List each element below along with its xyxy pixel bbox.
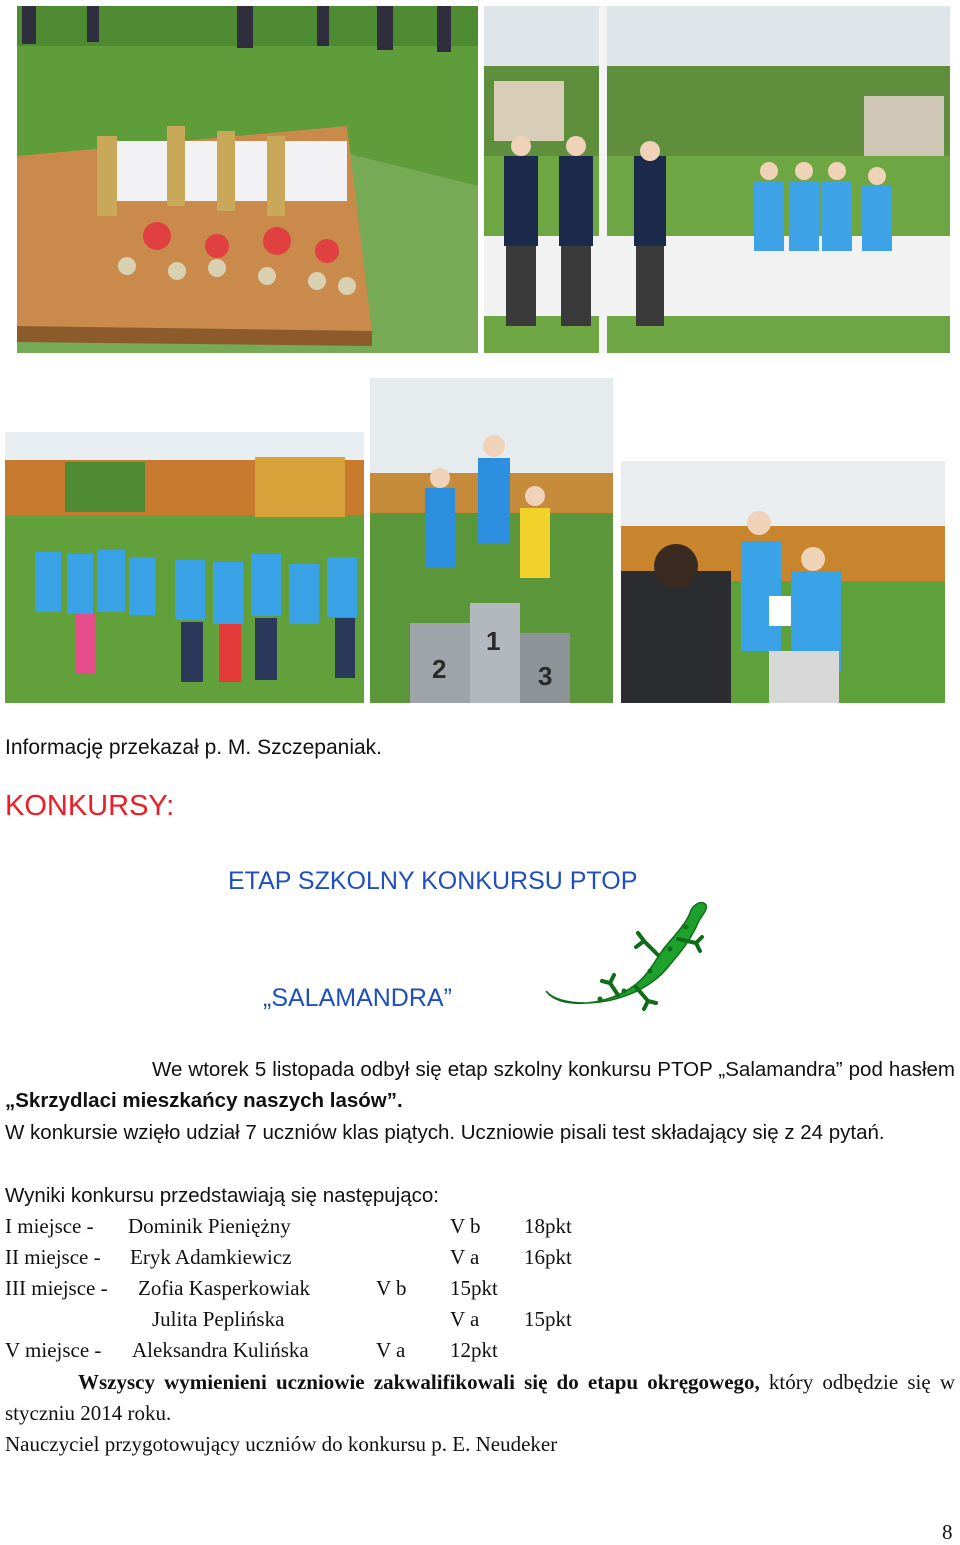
qualification-note xyxy=(5,1367,955,1429)
result-class: V a xyxy=(450,1245,480,1269)
diploma-handover-photo xyxy=(621,461,945,703)
result-points: 16pkt xyxy=(524,1245,572,1269)
result-points: 15pkt xyxy=(450,1276,498,1300)
paragraph-results-intro: Wyniki konkursu przedstawiają się następująco: xyxy=(5,1184,439,1207)
qualification-rest: który odbędzie się w styczniu 2014 roku. xyxy=(5,1370,956,1425)
paragraph-announcement xyxy=(5,1054,955,1116)
teacher-line: Nauczyciel przygotowujący uczniów do konkursu p. E. Neudeker xyxy=(5,1432,558,1456)
trophies-table-photo xyxy=(17,6,478,353)
podium-photo xyxy=(370,378,613,703)
paragraph-intro: We wtorek 5 listopada odbył się etap szkolny konkursu PTOP „Salamandra” pod hasłem xyxy=(152,1058,955,1081)
paragraph-participants: W konkursie wzięło udział 7 uczniów klas piątych. Uczniowie pisali test składający się z 24 pytań. xyxy=(5,1121,885,1144)
salamander-icon xyxy=(540,895,710,1013)
result-class: V b xyxy=(376,1276,407,1300)
result-class: V a xyxy=(376,1338,406,1362)
result-name: Julita Peplińska xyxy=(152,1307,285,1331)
contest-motto: „Skrzydlaci mieszkańcy naszych lasów”. xyxy=(5,1089,403,1112)
section-heading: KONKURSY: xyxy=(5,790,175,822)
result-name: Eryk Adamkiewicz xyxy=(130,1245,292,1269)
podium-first-label: 1 xyxy=(486,626,501,656)
podium-third-label: 3 xyxy=(538,661,553,691)
result-name: Aleksandra Kulińska xyxy=(132,1338,309,1362)
contest-title: ETAP SZKOLNY KONKURSU PTOP xyxy=(228,867,638,895)
qualification-bold: Wszyscy wymienieni uczniowie zakwalifikowali się do etapu okręgowego, xyxy=(78,1370,760,1394)
result-class: V b xyxy=(450,1214,481,1238)
page-number: 8 xyxy=(942,1520,953,1544)
info-line: Informację przekazał p. M. Szczepaniak. xyxy=(5,736,382,759)
result-name: Dominik Pieniężny xyxy=(128,1214,291,1238)
result-place: III miejsce - xyxy=(5,1276,108,1300)
result-place: I miejsce - xyxy=(5,1214,94,1238)
result-place: II miejsce - xyxy=(5,1245,101,1269)
students-lineup-photo xyxy=(5,432,364,703)
result-points: 18pkt xyxy=(524,1214,572,1238)
result-name: Zofia Kasperkowiak xyxy=(138,1276,311,1300)
result-class: V a xyxy=(450,1307,480,1331)
award-ceremony-photo xyxy=(484,6,950,353)
contest-name: „SALAMANDRA” xyxy=(263,984,452,1012)
result-points: 12pkt xyxy=(450,1338,498,1362)
result-place: V miejsce - xyxy=(5,1338,102,1362)
result-points: 15pkt xyxy=(524,1307,572,1331)
podium-second-label: 2 xyxy=(432,654,447,684)
